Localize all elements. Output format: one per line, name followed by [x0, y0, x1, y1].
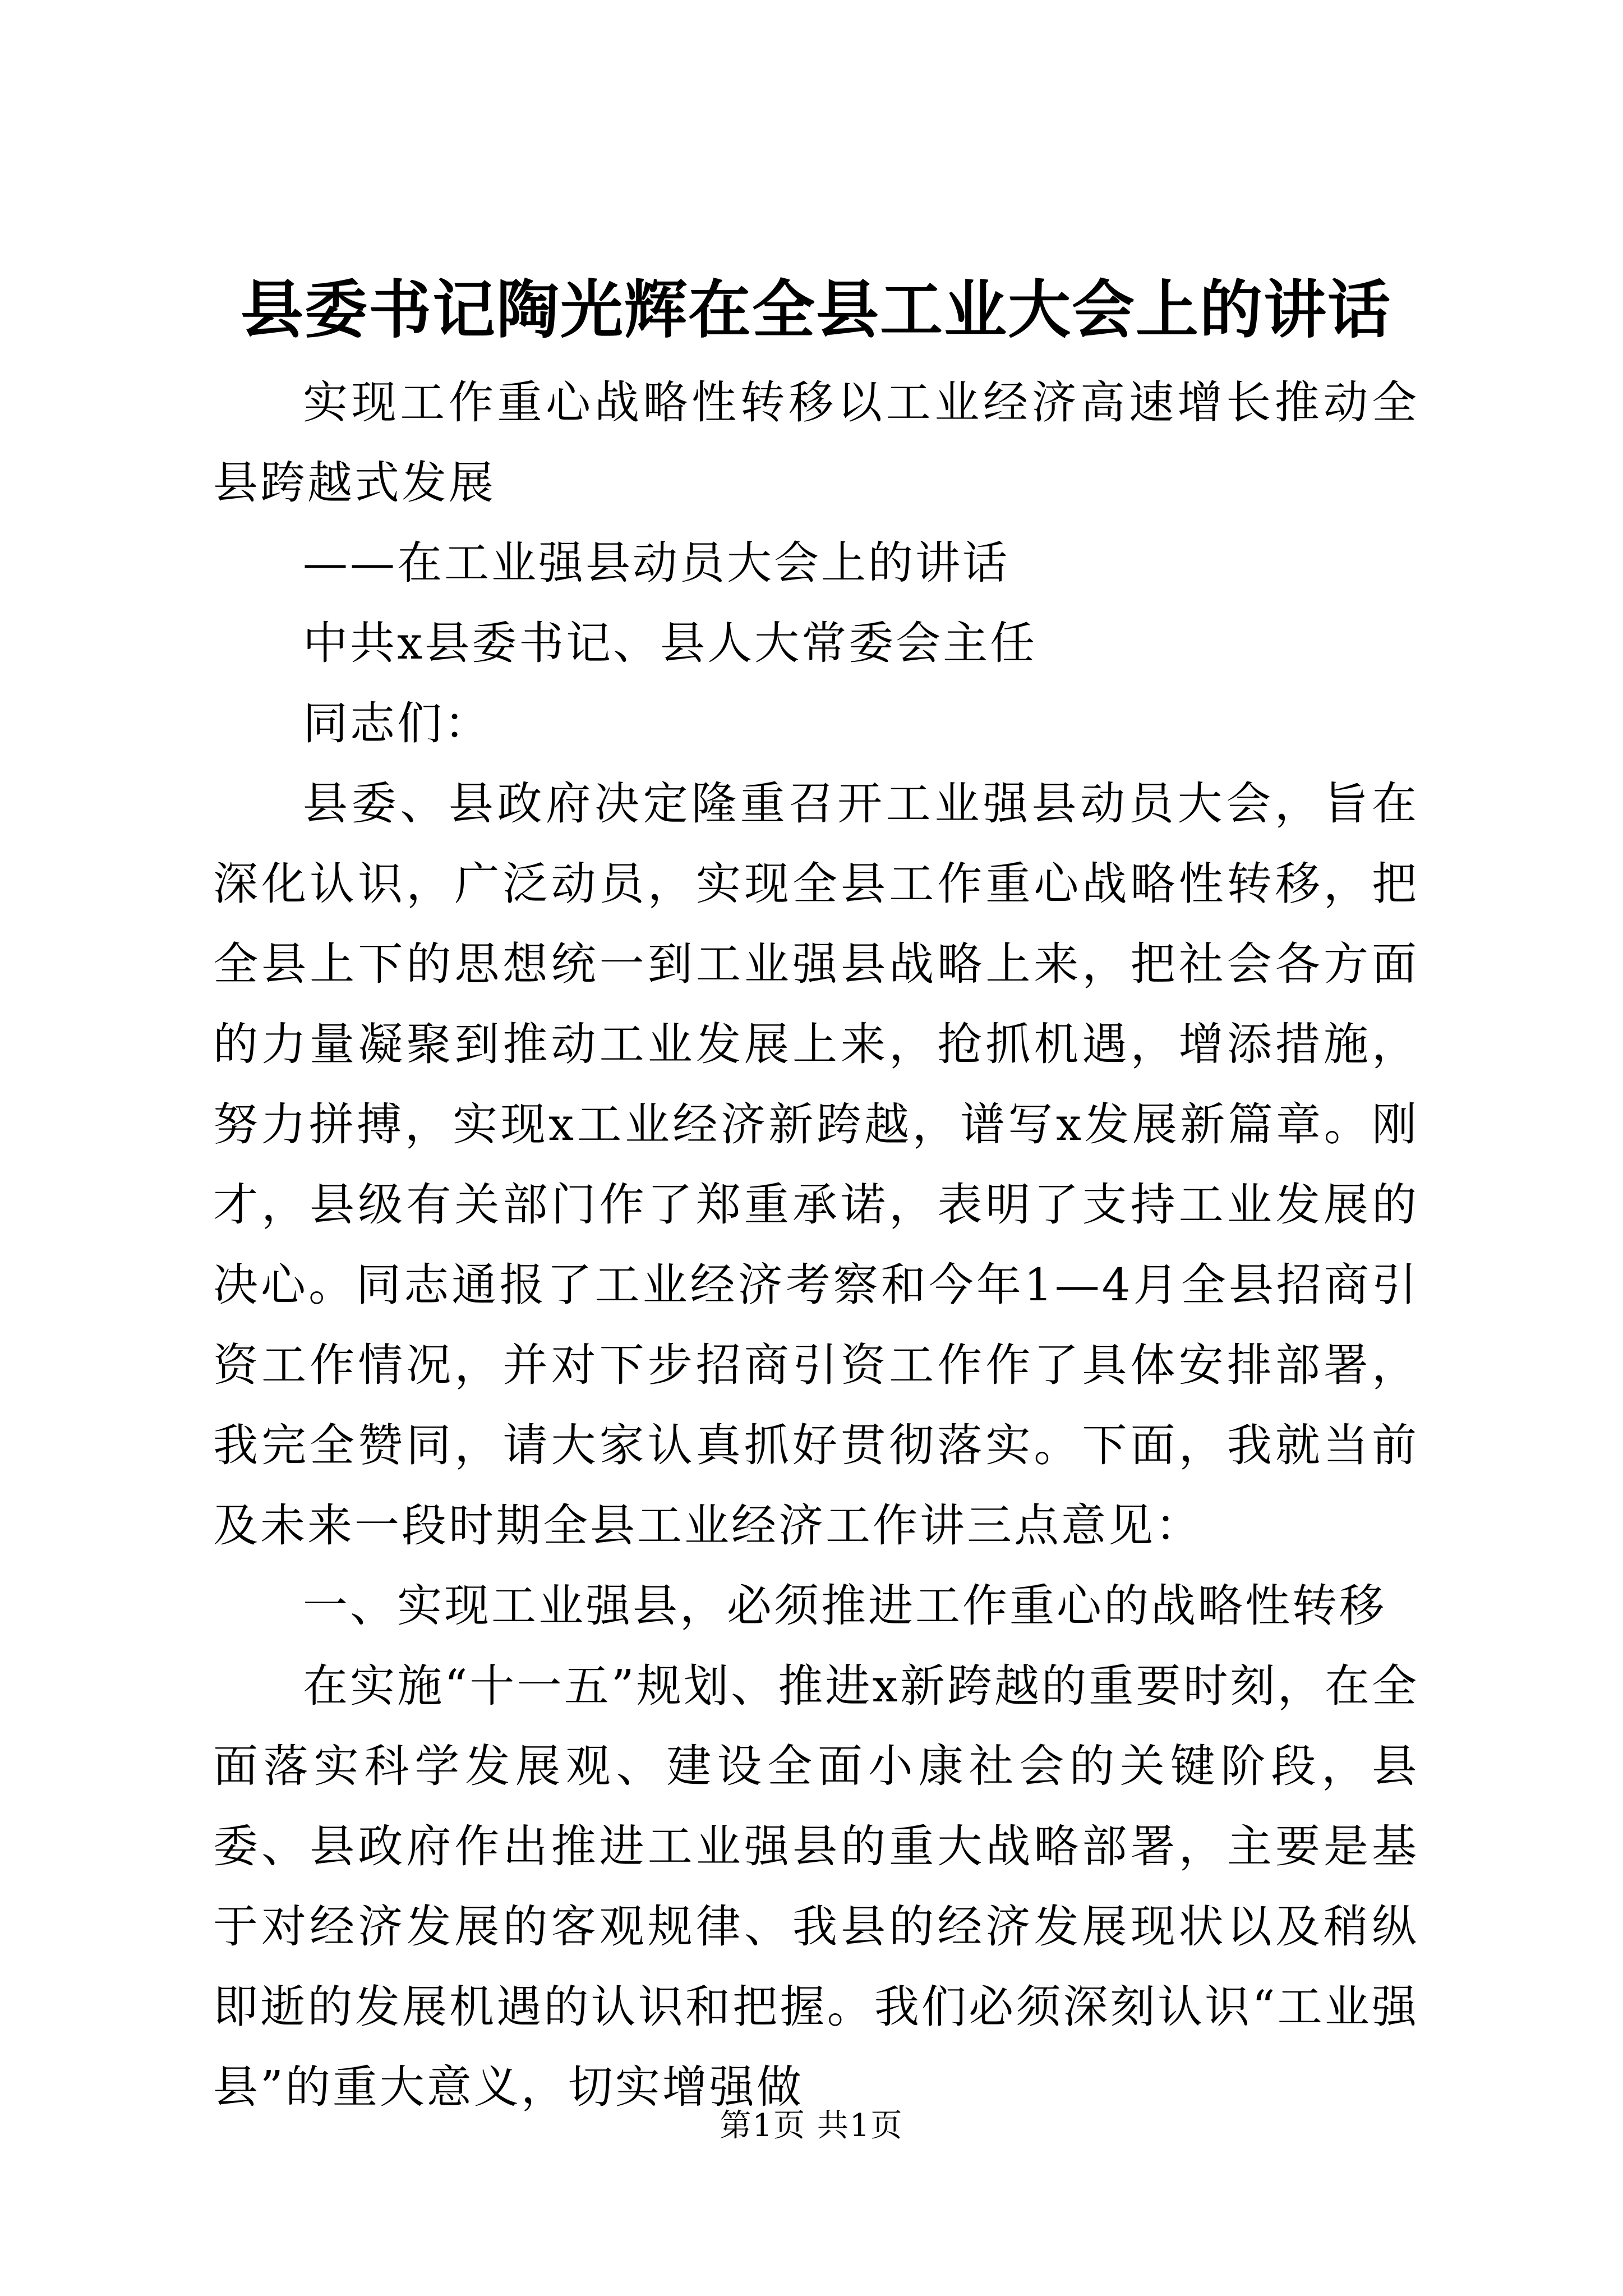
document-title: 县委书记陶光辉在全县工业大会上的讲话 — [241, 274, 1391, 347]
page-number: 第1页 共1页 — [720, 2108, 903, 2144]
speech-occasion: ——在工业强县动员大会上的讲话 — [303, 537, 1009, 589]
salutation: 同志们： — [303, 697, 491, 749]
document-body — [213, 268, 1419, 2127]
body-paragraph: 在实施“十一五”规划、推进x新跨越的重要时刻，在全面落实科学发展观、建设全面小康社会的关键阶段，县委、县政府作出推进工业强县的重大战略部署，主要是基于对经济发展的客观规律、我县的经济发展现状以及稍纵即逝的发展机遇的认识和把握。我们必须深刻认识“工业强县”的重大意义，切实增强做 — [213, 1660, 1419, 2113]
speaker-position: 中共x县委书记、县人大常委会主任 — [303, 617, 1038, 669]
speech-subtitle: 实现工作重心战略性转移以工业经济高速增长推动全县跨越式发展 — [213, 376, 1419, 509]
section-heading: 一、实现工业强县，必须推进工作重心的战略性转移 — [303, 1580, 1386, 1632]
body-paragraph: 县委、县政府决定隆重召开工业强县动员大会，旨在深化认识，广泛动员，实现全县工作重心战略性转移，把全县上下的思想统一到工业强县战略上来，把社会各方面的力量凝聚到推动工业发展上来，抢抓机遇，增添措施，努力拼搏，实现x工业经济新跨越，谱写x发展新篇章。刚才，县级有关部门作了郑重承诺，表明了支持工业发展的决心。同志通报了工业经济考察和今年1—4月全县招商引资工作情况，并对下步招商引资工作作了具体安排部署，我完全赞同，请大家认真抓好贯彻落实。下面，我就当前及未来一段时期全县工业经济工作讲三点意见： — [213, 777, 1419, 1552]
